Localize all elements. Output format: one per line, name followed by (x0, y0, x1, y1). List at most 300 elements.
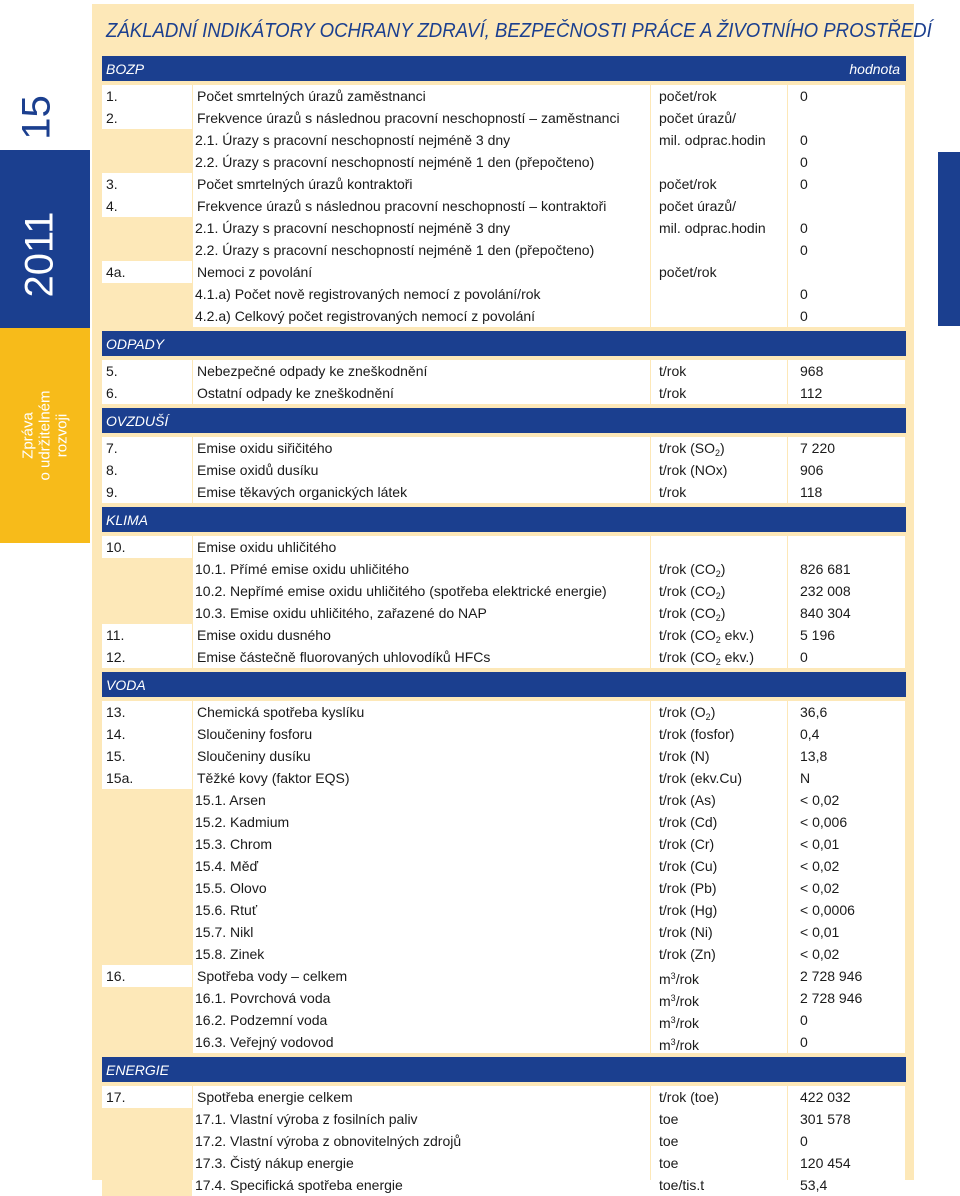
table-row (102, 85, 906, 107)
unit-text: t/rok (Hg) (659, 902, 718, 918)
row-unit (651, 1108, 787, 1130)
row-value: 2 728 946 (788, 987, 905, 1009)
row-unit (651, 833, 787, 855)
row-unit (651, 558, 787, 580)
row-number (102, 1031, 192, 1053)
unit-superscript: 3 (670, 971, 676, 981)
unit-suffix: ) (710, 704, 716, 720)
row-number: 7. (102, 437, 192, 459)
row-unit (651, 745, 787, 767)
row-unit (651, 173, 787, 195)
row-unit (651, 1152, 787, 1174)
row-description: Sloučeniny fosforu (193, 723, 650, 745)
row-value: < 0,02 (788, 877, 905, 899)
table-row (102, 943, 906, 965)
row-number (102, 151, 192, 173)
row-number (102, 580, 192, 602)
row-value: 301 578 (788, 1108, 905, 1130)
value-column-header: hodnota (849, 61, 900, 77)
unit-suffix: ) (720, 583, 726, 599)
unit-text: t/rok (CO (659, 649, 716, 665)
row-unit (651, 789, 787, 811)
row-number: 4a. (102, 261, 192, 283)
table-row (102, 855, 906, 877)
unit-superscript: 3 (670, 993, 676, 1003)
row-description: 10.2. Nepřímé emise oxidu uhličitého (spotřeba elektrické energie) (193, 580, 650, 602)
row-number: 17. (102, 1086, 192, 1108)
unit-text: mil. odprac.hodin (659, 220, 766, 236)
unit-text: počet/rok (659, 88, 717, 104)
row-value: 112 (788, 382, 905, 404)
row-description: 10.3. Emise oxidu uhličitého, zařazené do NAP (193, 602, 650, 624)
row-description: 2.1. Úrazy s pracovní neschopností nejméně 3 dny (193, 217, 650, 239)
unit-subscript: 2 (715, 613, 721, 623)
row-unit (651, 602, 787, 624)
row-description: Emise oxidů dusíku (193, 459, 650, 481)
row-number: 14. (102, 723, 192, 745)
unit-text: t/rok (NOx) (659, 462, 728, 478)
row-value: 0 (788, 305, 905, 327)
row-number: 6. (102, 382, 192, 404)
unit-text: počet/rok (659, 176, 717, 192)
row-number: 1. (102, 85, 192, 107)
row-description: Emise částečně fluorovaných uhlovodíků HFCs (193, 646, 650, 668)
row-description: 15.4. Měď (193, 855, 650, 877)
unit-text: t/rok (Cr) (659, 836, 715, 852)
row-description: Frekvence úrazů s následnou pracovní neschopností – zaměstnanci (193, 107, 650, 129)
row-description: Emise oxidu siřičitého (193, 437, 650, 459)
unit-text: m (659, 1037, 671, 1053)
section-header (102, 331, 906, 356)
table-row (102, 723, 906, 745)
row-unit (651, 283, 787, 305)
row-description: 2.1. Úrazy s pracovní neschopností nejméně 3 dny (193, 129, 650, 151)
row-number (102, 987, 192, 1009)
row-unit (651, 1086, 787, 1108)
unit-text: t/rok (659, 484, 687, 500)
section-title: ENERGIE (106, 1062, 170, 1078)
table-row (102, 987, 906, 1009)
table-row (102, 899, 906, 921)
row-description: Počet smrtelných úrazů zaměstnanci (193, 85, 650, 107)
row-description: 15.3. Chrom (193, 833, 650, 855)
unit-subscript: 2 (715, 591, 721, 601)
unit-subscript: 2 (715, 635, 721, 645)
row-unit (651, 151, 787, 173)
report-title-line: Zpráva (19, 412, 37, 459)
row-value: 0 (788, 283, 905, 305)
section-rows (102, 536, 906, 668)
row-unit (651, 481, 787, 503)
row-value: 0 (788, 646, 905, 668)
row-number: 2. (102, 107, 192, 129)
row-unit (651, 1031, 787, 1053)
row-unit (651, 624, 787, 646)
unit-text: t/rok (659, 363, 687, 379)
row-unit (651, 877, 787, 899)
row-number: 5. (102, 360, 192, 382)
table-row (102, 1031, 906, 1053)
unit-text: t/rok (Cd) (659, 814, 718, 830)
table-row (102, 173, 906, 195)
section-rows (102, 85, 906, 327)
row-value: 5 196 (788, 624, 905, 646)
row-value: 422 032 (788, 1086, 905, 1108)
row-number (102, 789, 192, 811)
row-number (102, 1108, 192, 1130)
row-unit (651, 965, 787, 987)
unit-text: t/rok (Zn) (659, 946, 716, 962)
row-unit (651, 921, 787, 943)
row-number (102, 1130, 192, 1152)
row-value: 0,4 (788, 723, 905, 745)
table-row (102, 283, 906, 305)
row-number: 4. (102, 195, 192, 217)
table-row (102, 360, 906, 382)
unit-text: počet úrazů/ (659, 198, 737, 214)
row-description: 4.1.a) Počet nově registrovaných nemocí z povolání/rok (193, 283, 650, 305)
row-description: 15.7. Nikl (193, 921, 650, 943)
row-number (102, 899, 192, 921)
row-value (788, 195, 905, 217)
page-number: 15 (14, 95, 59, 140)
unit-text: t/rok (CO (659, 561, 716, 577)
unit-suffix: ) (720, 440, 725, 456)
row-unit (651, 580, 787, 602)
row-number: 3. (102, 173, 192, 195)
row-description: 15.2. Kadmium (193, 811, 650, 833)
unit-text: toe (659, 1155, 679, 1171)
row-value: 2 728 946 (788, 965, 905, 987)
row-value: 826 681 (788, 558, 905, 580)
row-number (102, 239, 192, 261)
row-description: Spotřeba vody – celkem (193, 965, 650, 987)
table-row (102, 1108, 906, 1130)
row-description: Emise těkavých organických látek (193, 481, 650, 503)
row-description: 17.2. Vlastní výroba z obnovitelných zdrojů (193, 1130, 650, 1152)
row-unit (651, 305, 787, 327)
unit-text: t/rok (CO (659, 605, 716, 621)
row-description: Emise oxidu uhličitého (193, 536, 650, 558)
row-value: 0 (788, 1130, 905, 1152)
year-label: 2011 (17, 211, 62, 298)
row-unit (651, 536, 787, 558)
unit-subscript: 2 (705, 712, 711, 722)
row-description: 2.2. Úrazy s pracovní neschopností nejméně 1 den (přepočteno) (193, 151, 650, 173)
row-description: 16.2. Podzemní voda (193, 1009, 650, 1031)
row-number: 12. (102, 646, 192, 668)
row-description: Chemická spotřeba kyslíku (193, 701, 650, 723)
row-value: 840 304 (788, 602, 905, 624)
table-row (102, 789, 906, 811)
row-unit (651, 129, 787, 151)
row-description: 17.3. Čistý nákup energie (193, 1152, 650, 1174)
row-number (102, 558, 192, 580)
row-unit (651, 459, 787, 481)
row-description: Spotřeba energie celkem (193, 1086, 650, 1108)
row-number (102, 1174, 192, 1196)
row-value: 120 454 (788, 1152, 905, 1174)
row-value: < 0,01 (788, 921, 905, 943)
unit-superscript: 3 (670, 1015, 676, 1025)
row-value: 0 (788, 217, 905, 239)
row-description: Ostatní odpady ke zneškodnění (193, 382, 650, 404)
section-title: KLIMA (106, 512, 149, 528)
row-number (102, 811, 192, 833)
table-row (102, 1174, 906, 1196)
row-value: N (788, 767, 905, 789)
unit-text: t/rok (CO (659, 583, 716, 599)
unit-text: počet/rok (659, 264, 717, 280)
section-header (102, 1057, 906, 1082)
row-unit (651, 382, 787, 404)
indicator-table (102, 56, 906, 1196)
section-header (102, 56, 906, 81)
row-number: 15a. (102, 767, 192, 789)
row-unit (651, 811, 787, 833)
row-unit (651, 239, 787, 261)
table-row (102, 1009, 906, 1031)
row-number (102, 129, 192, 151)
row-unit (651, 217, 787, 239)
row-description: Počet smrtelných úrazů kontraktoři (193, 173, 650, 195)
row-description: 16.3. Veřejný vodovod (193, 1031, 650, 1053)
section-rows (102, 360, 906, 404)
report-title-line: rozvoji (53, 413, 71, 458)
row-description: Nebezpečné odpady ke zneškodnění (193, 360, 650, 382)
row-value: 906 (788, 459, 905, 481)
table-row (102, 965, 906, 987)
side-tab (0, 0, 90, 1184)
unit-text: toe (659, 1133, 679, 1149)
unit-suffix: ) (720, 561, 726, 577)
table-row (102, 1152, 906, 1174)
row-description: 2.2. Úrazy s pracovní neschopností nejméně 1 den (přepočteno) (193, 239, 650, 261)
table-row (102, 437, 906, 459)
unit-text: t/rok (Cu) (659, 858, 718, 874)
row-unit (651, 1174, 787, 1196)
row-number: 9. (102, 481, 192, 503)
row-number (102, 602, 192, 624)
table-row (102, 239, 906, 261)
row-unit (651, 1009, 787, 1031)
unit-text: m (659, 1015, 671, 1031)
row-number (102, 283, 192, 305)
row-value: < 0,02 (788, 855, 905, 877)
row-value: 0 (788, 151, 905, 173)
row-value: 36,6 (788, 701, 905, 723)
unit-subscript: 2 (715, 569, 721, 579)
row-description: Emise oxidu dusného (193, 624, 650, 646)
unit-text: t/rok (O (659, 704, 706, 720)
unit-text: toe (659, 1111, 679, 1127)
table-row (102, 382, 906, 404)
unit-text: t/rok (As) (659, 792, 716, 808)
row-number (102, 943, 192, 965)
table-row (102, 745, 906, 767)
section-header (102, 408, 906, 433)
unit-text: t/rok (CO (659, 627, 716, 643)
section-rows (102, 1086, 906, 1196)
section-title: OVZDUŠÍ (106, 413, 169, 429)
row-number (102, 833, 192, 855)
unit-text: t/rok (Pb) (659, 880, 717, 896)
row-description: 15.8. Zinek (193, 943, 650, 965)
row-value (788, 536, 905, 558)
row-number: 10. (102, 536, 192, 558)
table-row (102, 305, 906, 327)
row-number: 15. (102, 745, 192, 767)
right-edge-marker (938, 152, 960, 326)
table-row (102, 833, 906, 855)
unit-text: mil. odprac.hodin (659, 132, 766, 148)
row-value: 232 008 (788, 580, 905, 602)
row-value (788, 107, 905, 129)
row-description: Těžké kovy (faktor EQS) (193, 767, 650, 789)
unit-suffix: /rok (675, 1037, 700, 1053)
row-value: < 0,006 (788, 811, 905, 833)
row-value: 0 (788, 1031, 905, 1053)
row-value: < 0,02 (788, 943, 905, 965)
table-row (102, 624, 906, 646)
row-description: Sloučeniny dusíku (193, 745, 650, 767)
row-number: 11. (102, 624, 192, 646)
unit-text: počet úrazů/ (659, 110, 737, 126)
unit-text: m (659, 971, 671, 987)
row-value: 968 (788, 360, 905, 382)
unit-text: m (659, 993, 671, 1009)
row-unit (651, 85, 787, 107)
table-row (102, 580, 906, 602)
row-value: 0 (788, 129, 905, 151)
row-number (102, 1152, 192, 1174)
row-unit (651, 855, 787, 877)
row-value: 118 (788, 481, 905, 503)
row-unit (651, 701, 787, 723)
table-row (102, 811, 906, 833)
table-row (102, 195, 906, 217)
unit-text: t/rok (ekv.Cu) (659, 770, 742, 786)
row-value (788, 261, 905, 283)
row-number: 16. (102, 965, 192, 987)
section-header (102, 672, 906, 697)
unit-suffix: ekv.) (720, 627, 754, 643)
table-row (102, 701, 906, 723)
table-row (102, 217, 906, 239)
table-row (102, 877, 906, 899)
row-description: 15.5. Olovo (193, 877, 650, 899)
row-unit (651, 360, 787, 382)
row-value: < 0,0006 (788, 899, 905, 921)
table-row (102, 1086, 906, 1108)
row-description: 15.1. Arsen (193, 789, 650, 811)
table-row (102, 261, 906, 283)
unit-text: t/rok (toe) (659, 1089, 719, 1105)
row-unit (651, 195, 787, 217)
table-row (102, 536, 906, 558)
row-unit (651, 1130, 787, 1152)
row-unit (651, 107, 787, 129)
row-value: 53,4 (788, 1174, 905, 1196)
unit-suffix: /rok (675, 1015, 700, 1031)
row-unit (651, 899, 787, 921)
row-unit (651, 943, 787, 965)
unit-text: t/rok (SO (659, 440, 716, 456)
row-value: < 0,02 (788, 789, 905, 811)
row-value: < 0,01 (788, 833, 905, 855)
table-row (102, 767, 906, 789)
row-value: 0 (788, 239, 905, 261)
row-description: 17.4. Specifická spotřeba energie (193, 1174, 650, 1196)
row-description: 15.6. Rtuť (193, 899, 650, 921)
section-title: ODPADY (106, 336, 165, 352)
unit-suffix: /rok (675, 993, 700, 1009)
table-row (102, 107, 906, 129)
row-number (102, 1009, 192, 1031)
unit-text: toe/tis.t (659, 1177, 705, 1193)
unit-text: t/rok (659, 385, 687, 401)
unit-suffix: ) (720, 605, 726, 621)
row-description: Nemoci z povolání (193, 261, 650, 283)
unit-text: t/rok (Ni) (659, 924, 713, 940)
table-row (102, 646, 906, 668)
row-unit (651, 261, 787, 283)
unit-subscript: 2 (715, 448, 721, 458)
row-number: 13. (102, 701, 192, 723)
table-row (102, 129, 906, 151)
row-description: 17.1. Vlastní výroba z fosilních paliv (193, 1108, 650, 1130)
row-number (102, 877, 192, 899)
section-title: BOZP (106, 61, 145, 77)
section-rows (102, 437, 906, 503)
row-unit (651, 437, 787, 459)
section-header (102, 507, 906, 532)
table-row (102, 558, 906, 580)
row-value: 7 220 (788, 437, 905, 459)
unit-subscript: 2 (715, 657, 721, 667)
row-description: 4.2.a) Celkový počet registrovaných nemocí z povolání (193, 305, 650, 327)
row-unit (651, 987, 787, 1009)
unit-suffix: ekv.) (720, 649, 754, 665)
row-value: 0 (788, 173, 905, 195)
row-unit (651, 646, 787, 668)
unit-superscript: 3 (670, 1037, 676, 1047)
row-number (102, 217, 192, 239)
table-row (102, 151, 906, 173)
section-title: VODA (106, 677, 146, 693)
section-rows (102, 701, 906, 1053)
table-row (102, 1130, 906, 1152)
row-value: 0 (788, 85, 905, 107)
row-number (102, 855, 192, 877)
row-unit (651, 723, 787, 745)
unit-suffix: /rok (675, 971, 700, 987)
table-row (102, 481, 906, 503)
row-number: 8. (102, 459, 192, 481)
row-unit (651, 767, 787, 789)
table-row (102, 921, 906, 943)
row-value: 13,8 (788, 745, 905, 767)
report-title (20, 341, 71, 531)
row-number (102, 921, 192, 943)
row-description: 10.1. Přímé emise oxidu uhličitého (193, 558, 650, 580)
row-description: 16.1. Povrchová voda (193, 987, 650, 1009)
unit-text: t/rok (N) (659, 748, 710, 764)
report-title-line: o udržitelném (36, 390, 54, 481)
unit-text: t/rok (fosfor) (659, 726, 735, 742)
page-title: ZÁKLADNÍ INDIKÁTORY OCHRANY ZDRAVÍ, BEZPEČNOSTI PRÁCE A ŽIVOTNÍHO PROSTŘEDÍ (106, 20, 932, 42)
table-row (102, 459, 906, 481)
